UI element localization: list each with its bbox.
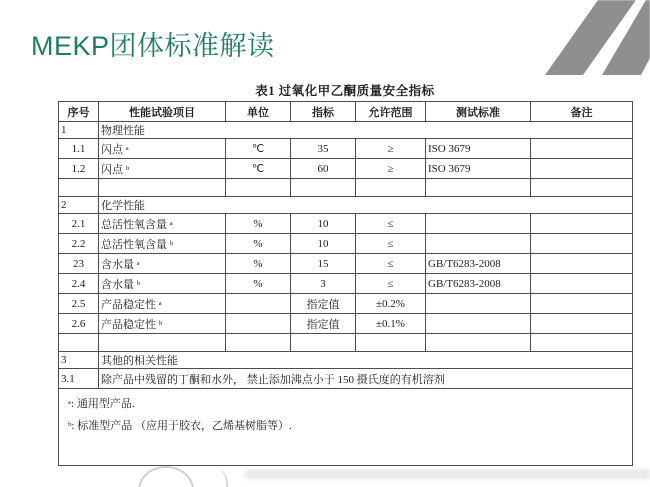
empty-cell — [356, 179, 426, 197]
table-row — [59, 369, 633, 389]
table-cell — [426, 214, 531, 234]
table-cell: ±0.1% — [356, 314, 426, 334]
column-header: 序号 — [59, 102, 99, 122]
table-cell: % — [226, 274, 291, 294]
table-cell: ≤ — [356, 234, 426, 254]
table-cell: 指定值 — [291, 314, 356, 334]
column-header: 备注 — [531, 102, 633, 122]
table-row — [59, 274, 633, 294]
table-row — [59, 179, 633, 197]
table-cell: ISO 3679 — [426, 159, 531, 179]
table-cell — [426, 294, 531, 314]
table-cell: ≥ — [356, 159, 426, 179]
table-cell — [426, 314, 531, 334]
table-cell: % — [226, 234, 291, 254]
table-cell: 产品稳定性 ᵃ — [99, 294, 226, 314]
empty-cell — [531, 179, 633, 197]
table-cell: ≤ — [356, 274, 426, 294]
table-cell: 总活性氧含量 ᵇ — [99, 234, 226, 254]
table-cell: ≥ — [356, 139, 426, 159]
empty-cell — [59, 179, 99, 197]
spec-table — [58, 101, 633, 466]
table-cell: 含水量 ᵃ — [99, 254, 226, 274]
table-cell: GB/T6283-2008 — [426, 254, 531, 274]
row-number-cell: 1 — [59, 122, 99, 139]
table-cell: ≤ — [356, 214, 426, 234]
column-header: 性能试验项目 — [99, 102, 226, 122]
table-cell: % — [226, 214, 291, 234]
table-cell — [531, 254, 633, 274]
row-number-cell: 3 — [59, 352, 99, 369]
table-cell — [426, 234, 531, 254]
column-header: 指标 — [291, 102, 356, 122]
row-number-cell: 2 — [59, 197, 99, 214]
table-cell — [531, 139, 633, 159]
table-cell: ±0.2% — [356, 294, 426, 314]
table-cell — [531, 214, 633, 234]
column-header: 测试标准 — [426, 102, 531, 122]
empty-cell — [99, 334, 226, 352]
empty-cell — [291, 334, 356, 352]
table-cell: 60 — [291, 159, 356, 179]
table-cell: 2.1 — [59, 214, 99, 234]
table-cell: ISO 3679 — [426, 139, 531, 159]
table-cell — [531, 234, 633, 254]
watermark-ellipse — [138, 466, 194, 487]
table-row — [59, 294, 633, 314]
footnote-cell — [59, 389, 633, 466]
table-row — [59, 159, 633, 179]
table-cell: 闪点 ᵃ — [99, 139, 226, 159]
empty-cell — [226, 334, 291, 352]
table-cell: 35 — [291, 139, 356, 159]
table-cell: 3 — [291, 274, 356, 294]
empty-cell — [426, 334, 531, 352]
table-cell: 1.1 — [59, 139, 99, 159]
table-cell: 总活性氧含量 ᵃ — [99, 214, 226, 234]
table-cell: % — [226, 254, 291, 274]
table-cell — [531, 274, 633, 294]
row-label-cell: 化学性能 — [99, 197, 633, 214]
table-row — [59, 334, 633, 352]
column-header: 允许范围 — [356, 102, 426, 122]
watermark-text-blur — [245, 469, 650, 479]
table-cell: 闪点 ᵇ — [99, 159, 226, 179]
footnote-row — [59, 389, 633, 466]
empty-cell — [226, 179, 291, 197]
table-cell: 10 — [291, 214, 356, 234]
table-row — [59, 122, 633, 139]
table-row — [59, 234, 633, 254]
table-row — [59, 352, 633, 369]
table-cell — [226, 314, 291, 334]
column-header: 单位 — [226, 102, 291, 122]
table-cell: ≤ — [356, 254, 426, 274]
table-header-row — [59, 102, 633, 122]
table-cell: 2.6 — [59, 314, 99, 334]
empty-cell — [59, 334, 99, 352]
table-cell: 23 — [59, 254, 99, 274]
watermark-curve — [197, 466, 230, 487]
table-cell: 指定值 — [291, 294, 356, 314]
table-row — [59, 254, 633, 274]
footnote-b: ᵇ: 标准型产品 （应用于胶衣，乙烯基树脂等）. — [68, 420, 292, 432]
table-cell: 产品稳定性 ᵇ — [99, 314, 226, 334]
empty-cell — [531, 334, 633, 352]
table-row — [59, 214, 633, 234]
table-cell — [531, 314, 633, 334]
table-cell: 10 — [291, 234, 356, 254]
table-caption: 表1 过氧化甲乙酮质量安全指标 — [255, 84, 435, 98]
footnote-a: ᵃ: 通用型产品. — [68, 398, 135, 410]
page-title: MEKP团体标准解读 — [31, 31, 275, 61]
empty-cell — [99, 179, 226, 197]
table-cell — [531, 294, 633, 314]
table-body — [59, 122, 633, 389]
row-label-cell: 物理性能 — [99, 122, 633, 139]
table-row — [59, 314, 633, 334]
table-cell — [226, 294, 291, 314]
table-row — [59, 197, 633, 214]
table-cell — [531, 159, 633, 179]
empty-cell — [426, 179, 531, 197]
table-cell: ℃ — [226, 159, 291, 179]
table-cell: 2.5 — [59, 294, 99, 314]
empty-cell — [291, 179, 356, 197]
empty-cell — [356, 334, 426, 352]
table-cell: GB/T6283-2008 — [426, 274, 531, 294]
row-label-cell: 除产品中残留的丁酮和水外， 禁止添加沸点小于 150 摄氏度的有机溶剂 — [99, 369, 633, 389]
table-cell: 2.4 — [59, 274, 99, 294]
table-cell: 2.2 — [59, 234, 99, 254]
row-label-cell: 其他的相关性能 — [99, 352, 633, 369]
row-number-cell: 3.1 — [59, 369, 99, 389]
table-cell: ℃ — [226, 139, 291, 159]
table-row — [59, 139, 633, 159]
table-cell: 15 — [291, 254, 356, 274]
table-cell: 含水量 ᵇ — [99, 274, 226, 294]
table-cell: 1.2 — [59, 159, 99, 179]
